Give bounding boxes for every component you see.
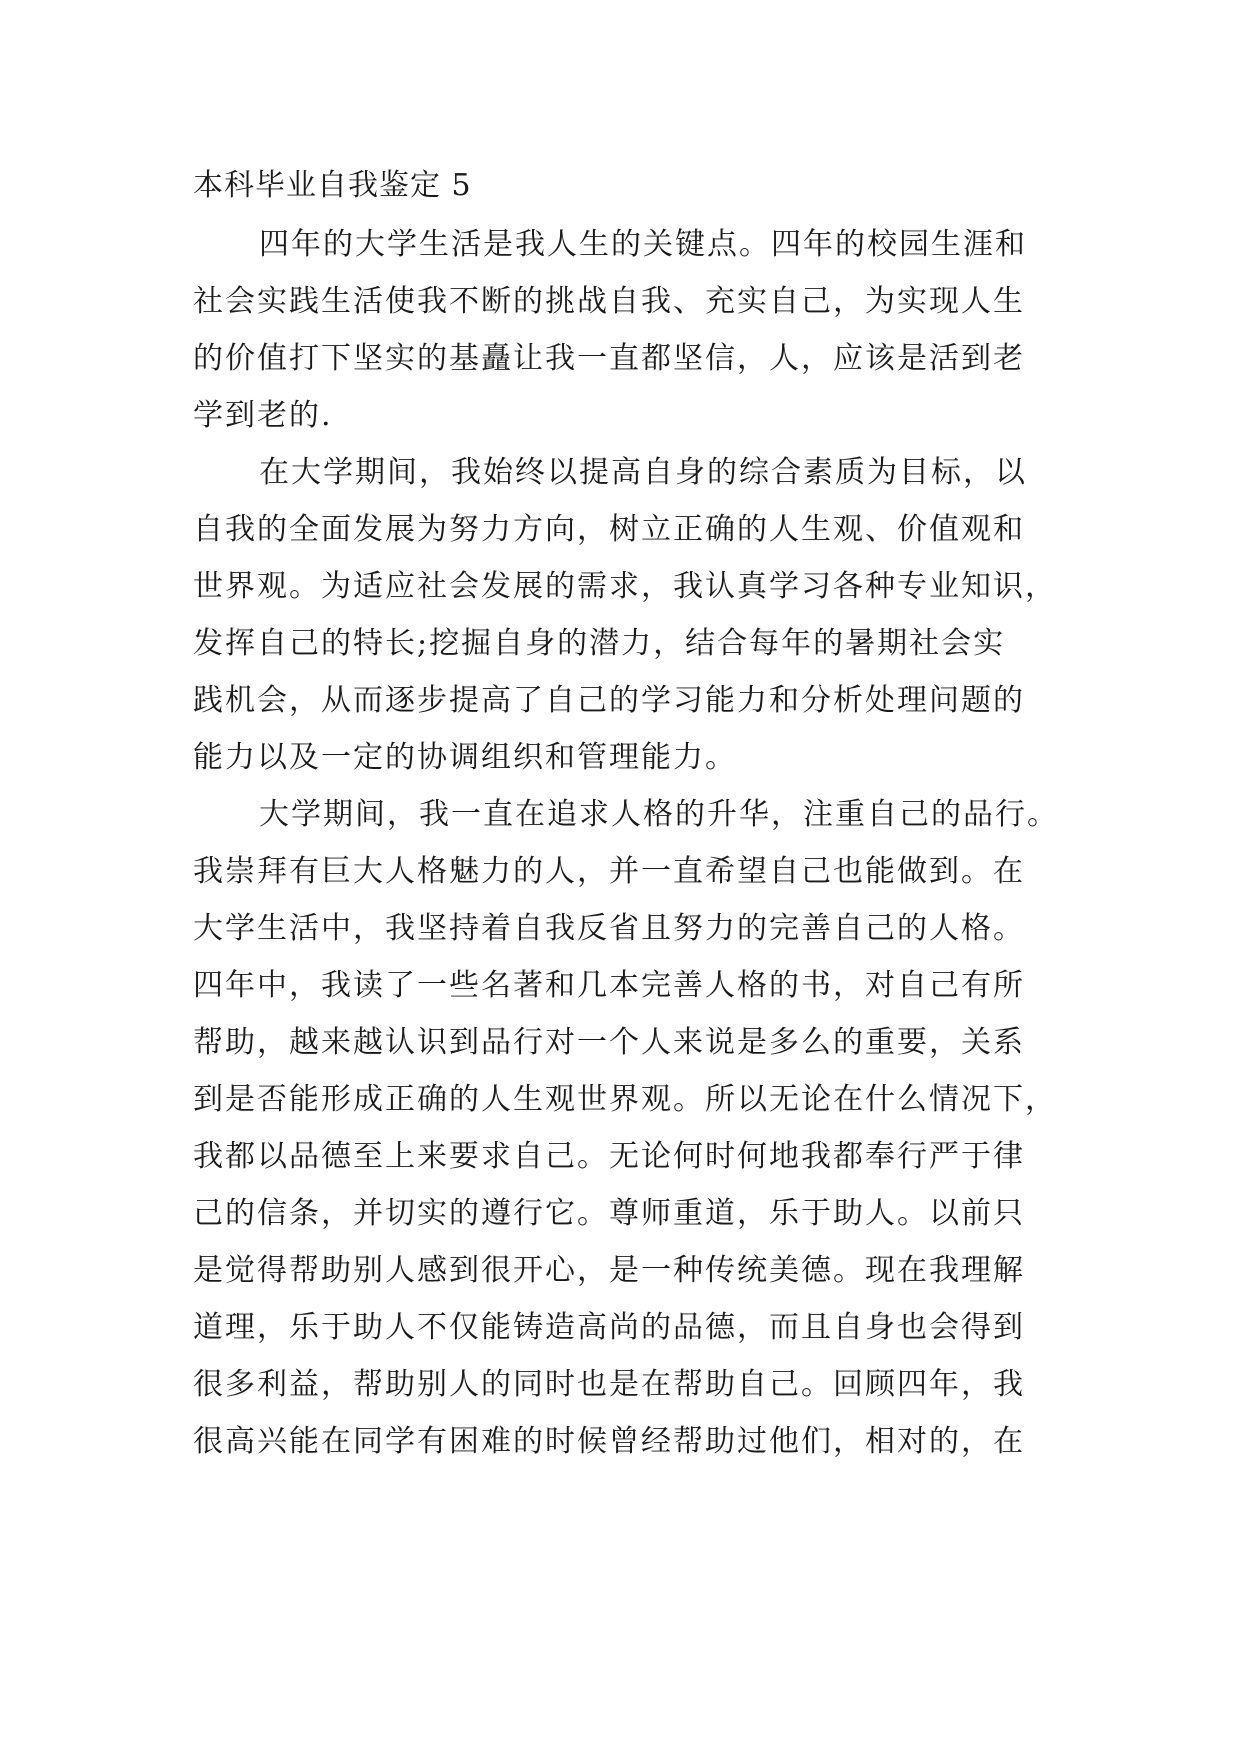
paragraph-line: 大学期间，我一直在追求人格的升华，注重自己的品行。 bbox=[259, 797, 1059, 832]
paragraph-line: 我崇拜有巨大人格魅力的人，并一直希望自己也能做到。在 bbox=[193, 854, 1025, 889]
paragraph-line: 世界观。为适应社会发展的需求，我认真学习各种专业知识， bbox=[193, 569, 1057, 604]
paragraph-line: 在大学期间，我始终以提高自身的综合素质为目标，以 bbox=[259, 455, 1027, 490]
paragraph-line: 到是否能形成正确的人生观世界观。所以无论在什么情况下， bbox=[193, 1082, 1057, 1117]
paragraph-line: 四年中，我读了一些名著和几本完善人格的书，对自己有所 bbox=[193, 968, 1025, 1003]
paragraph-line: 帮助，越来越认识到品行对一个人来说是多么的重要，关系 bbox=[193, 1025, 1025, 1060]
paragraph-line: 我都以品德至上来要求自己。无论何时何地我都奉行严于律 bbox=[193, 1139, 1025, 1174]
paragraph-line: 自我的全面发展为努力方向，树立正确的人生观、价值观和 bbox=[193, 512, 1025, 547]
paragraph-line: 己的信条，并切实的遵行它。尊师重道，乐于助人。以前只 bbox=[193, 1196, 1025, 1231]
paragraph-line: 四年的大学生活是我人生的关键点。四年的校园生涯和 bbox=[259, 227, 1027, 262]
paragraph-line: 大学生活中，我坚持着自我反省且努力的完善自己的人格。 bbox=[193, 911, 1025, 946]
paragraph-line: 发挥自己的特长;挖掘自身的潜力，结合每年的暑期社会实 bbox=[193, 626, 1006, 661]
paragraph-line: 的价值打下坚实的基矗让我一直都坚信，人，应该是活到老 bbox=[193, 341, 1025, 376]
paragraph-line: 很多利益，帮助别人的同时也是在帮助自己。回顾四年，我 bbox=[193, 1367, 1025, 1402]
paragraph-1 bbox=[193, 216, 1073, 444]
paragraph-2 bbox=[193, 444, 1073, 786]
paragraph-line: 道理，乐于助人不仅能铸造高尚的品德，而且自身也会得到 bbox=[193, 1310, 1025, 1345]
paragraph-line: 能力以及一定的协调组织和管理能力。 bbox=[193, 740, 737, 775]
paragraph-line: 是觉得帮助别人感到很开心，是一种传统美德。现在我理解 bbox=[193, 1253, 1025, 1288]
document-title: 本科毕业自我鉴定 5 bbox=[193, 168, 472, 203]
paragraph-line: 践机会，从而逐步提高了自己的学习能力和分析处理问题的 bbox=[193, 683, 1025, 718]
paragraph-3 bbox=[193, 786, 1073, 1470]
paragraph-line: 很高兴能在同学有困难的时候曾经帮助过他们，相对的，在 bbox=[193, 1424, 1025, 1459]
document-body bbox=[193, 160, 1073, 1470]
paragraph-line: 学到老的. bbox=[193, 398, 333, 433]
paragraph-line: 社会实践生活使我不断的挑战自我、充实自己，为实现人生 bbox=[193, 284, 1025, 319]
